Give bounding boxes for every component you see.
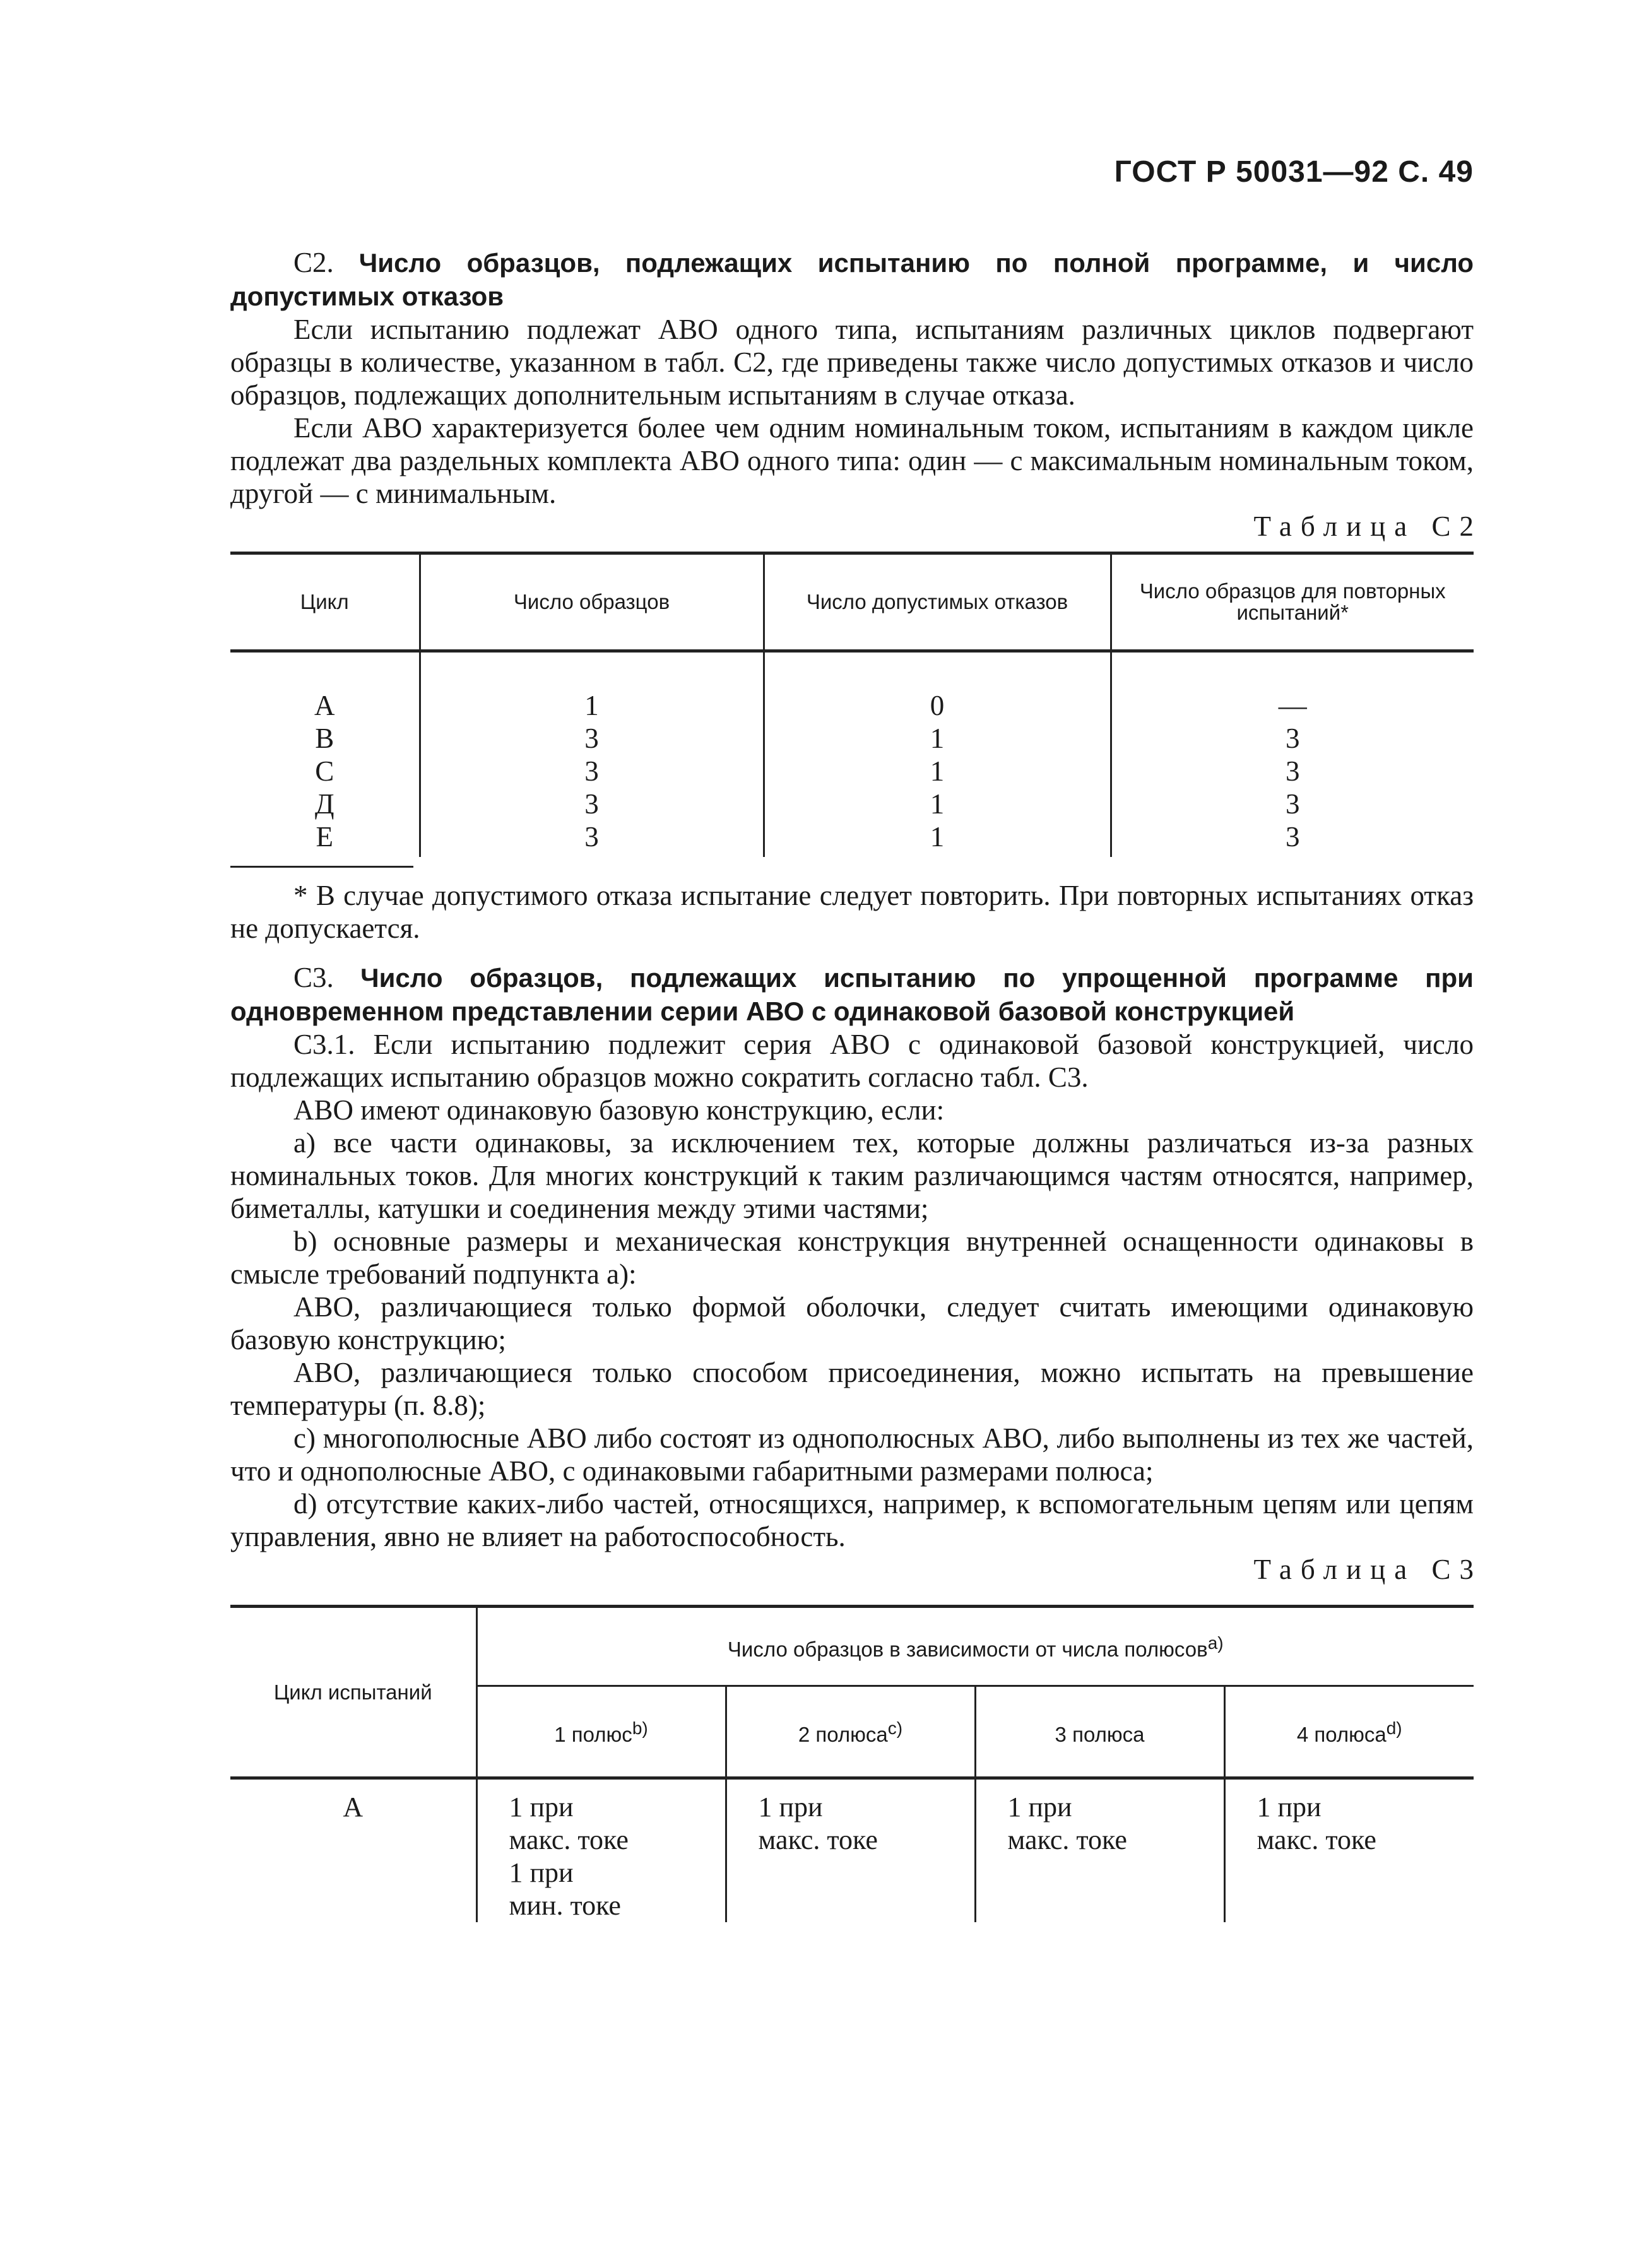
column-header: Число допустимых отказов bbox=[764, 553, 1111, 651]
table-row bbox=[230, 722, 1474, 755]
table-cell: 3 bbox=[1111, 820, 1474, 857]
column-header bbox=[975, 1686, 1224, 1778]
column-header-label: 4 полюса bbox=[1296, 1723, 1387, 1746]
table-cell: Е bbox=[316, 821, 333, 853]
table-cell: 3 bbox=[420, 820, 764, 857]
table-cell: В bbox=[315, 723, 334, 754]
paragraph: c) многополюсные АВО либо состоят из однополюсных АВО, либо выполнены из тех же частей, что и однополюсные АВО, с одинаковыми габаритными размерами полюса; bbox=[230, 1422, 1474, 1487]
table-row bbox=[230, 788, 1474, 820]
table-cell: 1 bbox=[764, 820, 1111, 857]
section-c2-heading bbox=[230, 246, 1474, 313]
cell-line: 1 при bbox=[509, 1857, 574, 1888]
column-header: Число образцов для повторных испытаний* bbox=[1111, 553, 1474, 651]
running-header: ГОСТ Р 50031—92 С. 49 bbox=[1114, 155, 1474, 189]
section-c3-number: С3. bbox=[293, 962, 334, 993]
table-row bbox=[230, 1778, 1474, 1923]
table-c3 bbox=[230, 1605, 1474, 1922]
cell-line: макс. токе bbox=[1257, 1824, 1376, 1855]
section-c2-number: С2. bbox=[293, 247, 334, 278]
paragraph: С3.1. Если испытанию подлежит серия АВО с одинаковой базовой конструкцией, число подлежащих испытанию образцов можно сократить согласно табл. С3. bbox=[230, 1029, 1474, 1093]
table-cell: 1 bbox=[420, 651, 764, 723]
table-header-row bbox=[230, 553, 1474, 651]
paragraph: АВО, различающиеся только формой оболочки, следует считать имеющими одинаковую базовую конструкцию; bbox=[230, 1291, 1474, 1355]
paragraph: АВО, различающиеся только способом присоединения, можно испытать на превышение температуры (п. 8.8); bbox=[230, 1357, 1474, 1421]
group-header-label: Число образцов в зависимости от числа полюсов bbox=[727, 1638, 1208, 1661]
cell-line: 1 при bbox=[1007, 1792, 1072, 1822]
table-c3-caption: Таблица С3 bbox=[1253, 1554, 1482, 1585]
table-cell bbox=[1224, 1778, 1474, 1923]
table-cell bbox=[726, 1778, 975, 1923]
column-header bbox=[1224, 1686, 1474, 1778]
cell-line: макс. токе bbox=[1007, 1824, 1127, 1855]
paragraph: a) все части одинаковы, за исключением тех, которые должны различаться из-за разных номинальных токов. Для многих конструкций к таким различающимся частям относятся, например, биметаллы, катушки и соединения между этими частями; bbox=[230, 1127, 1474, 1224]
table-cell: 0 bbox=[764, 651, 1111, 723]
table-c2-footnote: * В случае допустимого отказа испытание следует повторить. При повторных испытаниях отказ не допускается. bbox=[230, 880, 1474, 944]
table-cell: А bbox=[230, 1778, 476, 1923]
column-header bbox=[726, 1686, 975, 1778]
cell-line: макс. токе bbox=[509, 1824, 629, 1855]
column-header-label: 2 полюса bbox=[798, 1723, 888, 1746]
table-c2-caption: Таблица С2 bbox=[1253, 511, 1482, 542]
column-header: Число образцов bbox=[420, 553, 764, 651]
table-cell: А bbox=[314, 690, 335, 721]
cell-line: мин. токе bbox=[509, 1890, 621, 1921]
table-cell: 3 bbox=[420, 722, 764, 755]
section-c3-title: Число образцов, подлежащих испытанию по упрощенной программе при одновременном представлении серии АВО с одинаковой базовой конструкцией bbox=[230, 963, 1474, 1026]
section-c2-title: Число образцов, подлежащих испытанию по полной программе, и число допустимых отказов bbox=[230, 248, 1474, 311]
paragraph: b) основные размеры и механическая конструкция внутренней оснащенности одинаковы в смысле требований подпункта а): bbox=[230, 1226, 1474, 1290]
column-header-label: 3 полюса bbox=[1055, 1723, 1145, 1746]
paragraph: Если АВО характеризуется более чем одним номинальным током, испытаниям в каждом цикле подлежат два раздельных комплекта АВО одного типа: один — с максимальным номинальным током, другой — с минимальным. bbox=[230, 412, 1474, 509]
column-header-label: 1 полюс bbox=[554, 1723, 632, 1746]
cycle-header: Цикл испытаний bbox=[230, 1607, 476, 1778]
cell-line: 1 при bbox=[1257, 1792, 1322, 1822]
paragraph: АВО имеют одинаковую базовую конструкцию, если: bbox=[293, 1094, 945, 1126]
group-header bbox=[476, 1607, 1474, 1686]
section-c3-heading bbox=[230, 961, 1474, 1028]
footnote-marker: d) bbox=[1386, 1718, 1402, 1738]
footnote-marker: a) bbox=[1207, 1633, 1224, 1653]
table-c2 bbox=[230, 552, 1474, 857]
table-cell bbox=[975, 1778, 1224, 1923]
cell-line: макс. токе bbox=[758, 1824, 878, 1855]
table-cell: 1 bbox=[764, 722, 1111, 755]
footnote-marker: c) bbox=[887, 1718, 903, 1738]
cell-line: 1 при bbox=[758, 1792, 823, 1822]
table-cell bbox=[476, 1778, 726, 1923]
cell-line: 1 при bbox=[509, 1792, 574, 1822]
table-cell: 3 bbox=[1111, 755, 1474, 788]
table-cell: 3 bbox=[420, 755, 764, 788]
table-row bbox=[230, 820, 1474, 857]
table-row bbox=[230, 651, 1474, 723]
column-header: Цикл bbox=[230, 553, 420, 651]
footnote-divider bbox=[230, 866, 413, 879]
table-cell: 1 bbox=[764, 755, 1111, 788]
footnote-marker: b) bbox=[632, 1718, 648, 1738]
paragraph: d) отсутствие каких-либо частей, относящихся, например, к вспомогательным цепям или цепям управления, явно не влияет на работоспособность. bbox=[230, 1488, 1474, 1552]
table-row bbox=[230, 755, 1474, 788]
table-cell: — bbox=[1111, 651, 1474, 723]
table-cell: 3 bbox=[1111, 788, 1474, 820]
table-cell: С bbox=[315, 755, 334, 787]
column-header bbox=[476, 1686, 726, 1778]
page-body bbox=[230, 246, 1482, 1922]
paragraph: Если испытанию подлежат АВО одного типа, испытаниям различных циклов подвергают образцы в количестве, указанном в табл. С2, где приведены также число допустимых отказов и число образцов, подлежащих дополнительным испытаниям в случае отказа. bbox=[230, 314, 1474, 411]
table-cell: 3 bbox=[1111, 722, 1474, 755]
table-cell: 3 bbox=[420, 788, 764, 820]
table-cell: Д bbox=[314, 788, 334, 820]
table-header-row bbox=[230, 1607, 1474, 1686]
table-cell: 1 bbox=[764, 788, 1111, 820]
